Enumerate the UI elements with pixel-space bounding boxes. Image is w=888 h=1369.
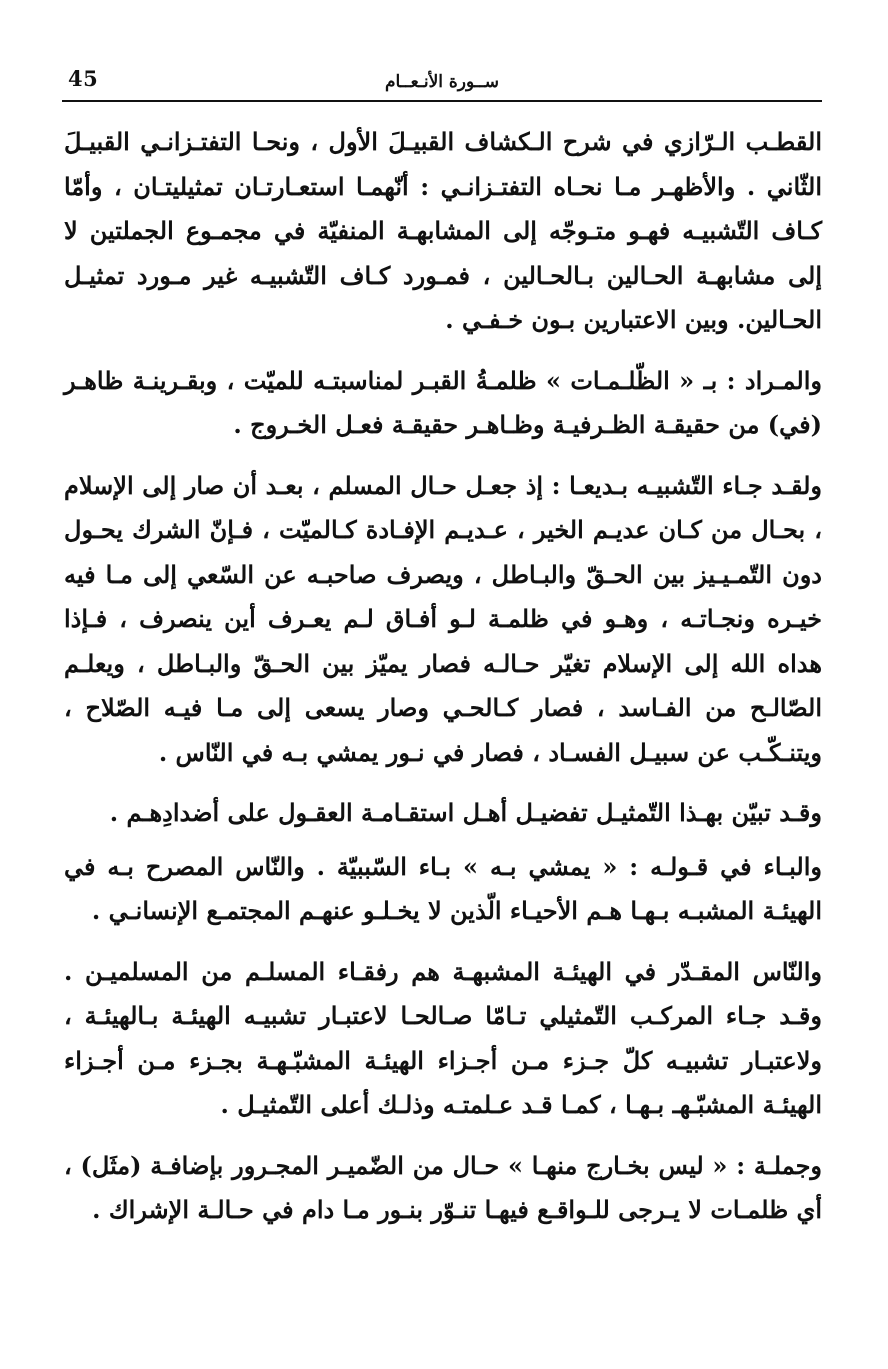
paragraph-3: ولقـد جـاء التّشبيـه بـديعـا : إذ جعـل حـال المسلم ، بعـد أن صار إلى الإسلام ، بحـال من كـان عديـم الخير ، عـديـم الإفـادة كـالميّت ، فـإنّ الشرك يحـول دون التّمـيـيز بين الحـقّ والبـاطل ، ويصرف صاحبـه عن السّعي إلى مـا فيه خيـره ونجـاتـه ، وهـو في ظلمـة لـو أفـاق لـم يعـرف أين ينصرف ، فـإذا هداه الله إلى الإسلام تغيّر حـالـه فصار يميّز بين الحـقّ والبـاطل ، ويعلـم الصّالـح من الفـاسد ، فصار كـالحـي وصار يسعى إلى مـا فيـه الصّلاح ، ويتنـكّـب عن سبيـل الفسـاد ، فصار في نـور يمشي بـه في النّاس . xyxy=(64,470,822,767)
paragraph-4: وقـد تبيّن بهـذا التّمثيـل تفضيـل أهـل استقـامـة العقـول على أضدادِهـم . xyxy=(109,798,822,827)
body-text xyxy=(64,120,822,1233)
page-header xyxy=(62,62,822,102)
running-title: ســورة الأنـعــام xyxy=(384,72,500,92)
paragraph-7: وجملـة : « ليس بخـارج منهـا » حـال من الضّميـر المجـرور بإضافـة (مثَل) ، أي ظلمـات لا يـرجى للـواقـع فيهـا تنـوّر بنـور مـا دام في حـالـة الإشراك . xyxy=(64,1150,823,1224)
paragraph-6: والنّاس المقـدّر في الهيئـة المشبهـة هم رفقـاء المسلـم من المسلميـن . وقـد جـاء المركـب التّمثيلي تـامّا صـالحـا لاعتبـار تشبيـه الهيئـة بـالهيئـة ، ولاعتبـار تشبيـه كلّ جـزء مـن أجـزاء الهيئـة المشبّـهـة بجـزء مـن أجـزاء الهيئـة المشبّـهـ بـهـا ، كمـا قـد عـلمتـه وذلـك أعلى التّمثيـل . xyxy=(64,956,822,1119)
page-number: 45 xyxy=(68,66,99,91)
paragraph-2: والمـراد : بـ « الظّلـمـات » ظلمـةُ القبـر لمناسبتـه للميّت ، وبقـرينـة ظاهـر (في) من حقيقـة الظـرفيـة وظـاهـر حقيقـة فعـل الخـروج . xyxy=(64,365,822,439)
paragraph-1: القطـب الـرّازي في شرح الـكشاف القبيـلَ الأول ، ونحـا التفتـزانـي القبيـلَ الثّاني . والأظهـر مـا نحـاه التفتـزانـي : أنّهمـا استعـارتـان تمثيليتـان ، وأمّا كـاف التّشبيـه فهـو متـوجّه إلى المشابهـة المنفيّة في مجمـوع الجملتين لا إلى مشابهـة الحـالين بـالحـالين ، فمـورد كـاف التّشبيـه غير مـورد تمثيـل الحـالين. وبين الاعتبارين بـون خـفـي . xyxy=(64,127,822,334)
header-rule xyxy=(62,100,822,102)
paragraph-5: والبـاء في قـولـه : « يمشي بـه » بـاء السّببيّة . والنّاس المصرح بـه في الهيئـة المشبـه بـهـا هـم الأحيـاء الّذين لا يخـلـو عنهـم المجتمـع الإنسانـي . xyxy=(64,851,822,925)
